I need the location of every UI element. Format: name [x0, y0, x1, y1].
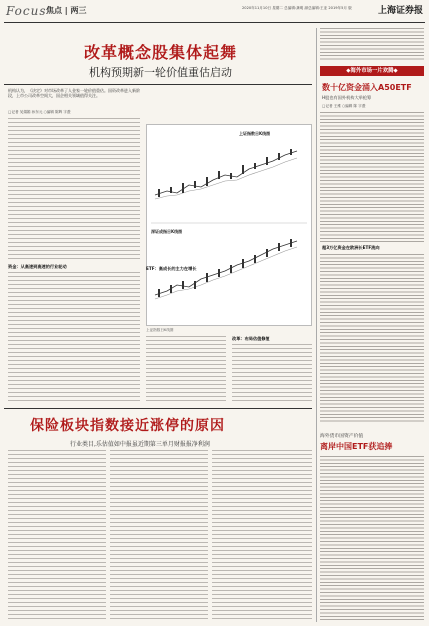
lower-chart-label: 深证成指日K线图 — [151, 229, 183, 234]
article-subhead: 改革：布局估值修复 — [232, 336, 270, 341]
issue-meta: 2020年11月10日 星期二 总编辑:龚明 副总编辑:王亚 2019年5月 版 — [242, 6, 352, 10]
sidebar-column — [320, 112, 424, 242]
sidebar-story2-kicker: 海外货币国资产价值 — [320, 434, 364, 439]
sidebar-top-text — [320, 28, 424, 62]
section-logo: Focus — [6, 4, 47, 18]
sidebar-tag: ◆海外市场一片欢腾◆ — [320, 66, 424, 76]
second-subheadline: 行业类目,乐估值如中报虽近期第三单月财报报净利润 — [70, 441, 210, 448]
upper-kline-panel — [155, 149, 297, 199]
column-divider — [316, 28, 317, 622]
headline-rule — [4, 84, 312, 85]
story-divider — [4, 408, 312, 409]
article-subhead: 资金：从高速到高速的行业轮动 — [8, 264, 67, 269]
article-column — [110, 450, 208, 622]
main-lede: 机构认为，《决定》对市场改革了人金家一轮价值重估。国资改革进入新阶段，上市公司改革空间大，国企相关领域值得关注。 — [8, 88, 140, 98]
main-subheadline: 机构预期新一轮价值重估启动 — [89, 66, 232, 79]
header-rule — [4, 22, 425, 23]
kline-chart-svg — [147, 125, 311, 325]
sidebar-story1-byline: □记者 王维 ○编辑 陈 宇澄 — [322, 104, 366, 108]
chart-caption: 上证指数日K线图 — [146, 328, 174, 332]
main-headline: 改革概念股集体起舞 — [83, 43, 237, 62]
section-name: 焦点 | 两三 — [46, 6, 87, 15]
article-column — [8, 118, 140, 262]
sidebar-story1-title: 数十亿资金涌入A50ETF — [322, 83, 412, 92]
page-header — [0, 0, 429, 22]
article-column — [146, 336, 226, 402]
newspaper-brand: 上海证券报 — [377, 6, 423, 16]
main-byline: □记者 吴娟娟 孙东元 ○编辑 陈辉 宇澄 — [8, 110, 71, 114]
article-column — [8, 272, 140, 404]
sidebar-subhead: 超3万亿资金在欧洲长ETF流向 — [322, 245, 380, 250]
sidebar-story1-subtitle: H股也有国外机构大举抢筹 — [322, 95, 372, 100]
article-column — [232, 344, 312, 402]
kline-chart-image — [146, 124, 312, 326]
sidebar-story2-title: 离岸中国ETF获追捧 — [320, 442, 393, 451]
second-headline: 保险板块指数接近涨停的原因 — [30, 418, 225, 434]
sidebar-column — [320, 456, 424, 622]
article-column — [8, 450, 106, 622]
article-subhead: ETF：高成长的主力在增长 — [146, 266, 197, 271]
sidebar-column — [320, 254, 424, 424]
article-column — [212, 450, 312, 622]
upper-chart-label: 上证指数日K线图 — [239, 131, 271, 136]
